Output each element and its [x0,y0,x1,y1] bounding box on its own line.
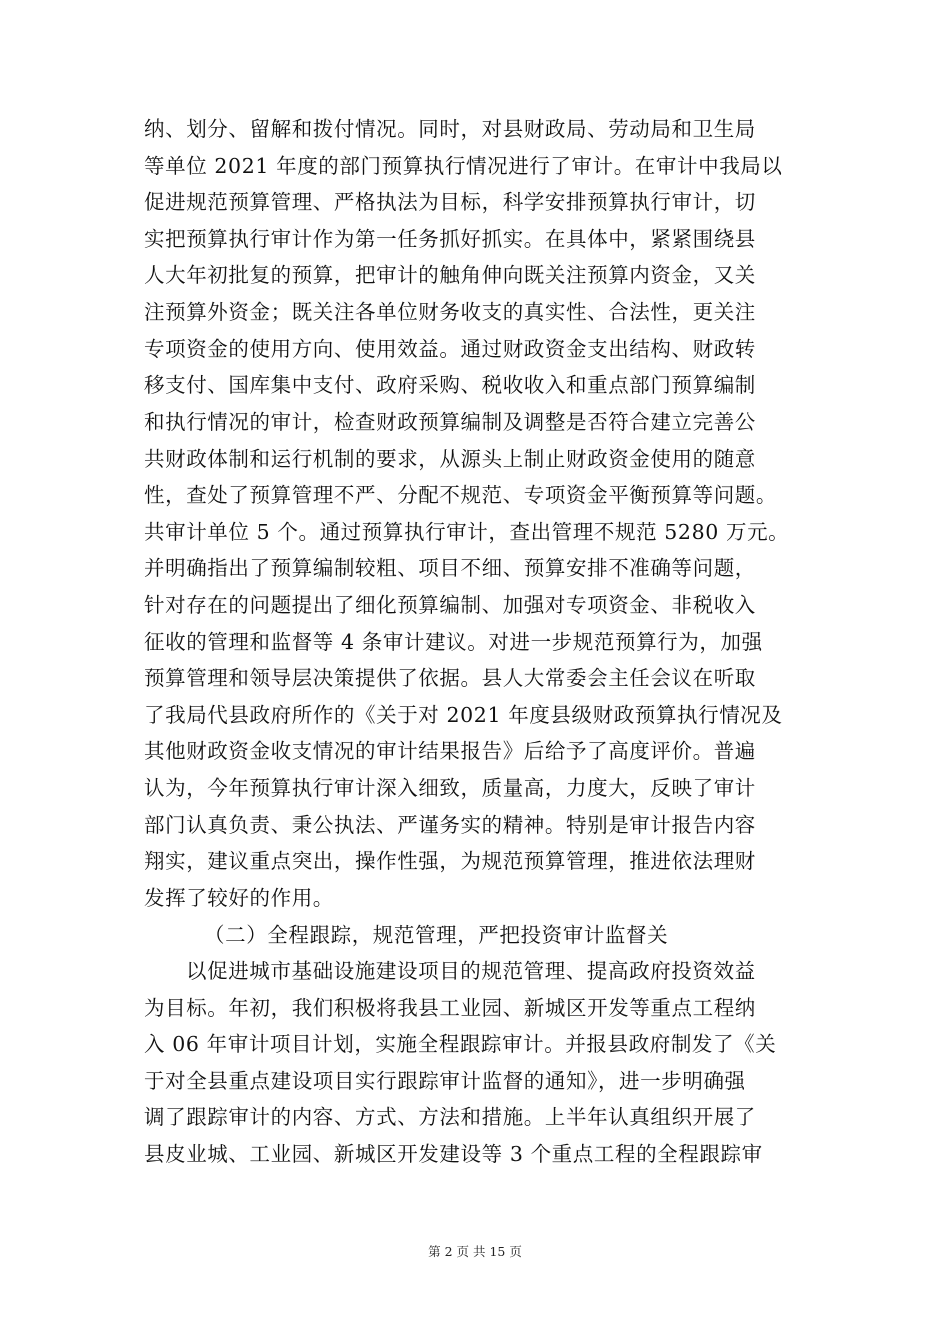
body-line-2: 等单位 2021 年度的部门预算执行情况进行了审计。在审计中我局以 [144,154,783,178]
body-line-29: 县皮业城、工业园、新城区开发建设等 3 个重点工程的全程跟踪审 [144,1142,763,1166]
body-line-25: 为目标。年初，我们积极将我县工业园、新城区开发等重点工程纳 [144,996,756,1020]
body-line-3: 促进规范预算管理、严格执法为目标，科学安排预算执行审计，切 [144,190,756,214]
body-line-12: 共审计单位 5 个。通过预算执行审计，查出管理不规范 5280 万元。 [144,520,790,544]
body-line-9: 和执行情况的审计，检查财政预算编制及调整是否符合建立完善公 [144,410,756,434]
body-line-1: 纳、划分、留解和拨付情况。同时，对县财政局、劳动局和卫生局 [144,117,756,141]
body-line-6: 注预算外资金；既关注各单位财务收支的真实性、合法性，更关注 [144,300,756,324]
body-line-15: 征收的管理和监督等 4 条审计建议。对进一步规范预算行为，加强 [144,630,763,654]
body-line-5: 人大年初批复的预算，把审计的触角伸向既关注预算内资金，又关 [144,263,756,287]
body-line-16: 预算管理和领导层决策提供了依据。县人大常委会主任会议在听取 [144,666,756,690]
body-line-14: 针对存在的问题提出了细化预算编制、加强对专项资金、非税收入 [144,593,756,617]
body-line-28: 调了跟踪审计的内容、方式、方法和措施。上半年认真组织开展了 [144,1105,756,1129]
page-footer [0,1244,950,1260]
body-line-22: 发挥了较好的作用。 [144,886,334,910]
body-line-21: 翔实，建议重点突出，操作性强，为规范预算管理，推进依法理财 [144,849,756,873]
page-number-label: 第 2 页 共 15 页 [428,1244,522,1259]
body-line-27: 于对全县重点建设项目实行跟踪审计监督的通知》，进一步明确强 [144,1069,746,1093]
body-line-17: 了我局代县政府所作的《关于对 2021 年度县级财政预算执行情况及 [144,703,783,727]
body-line-10: 共财政体制和运行机制的要求，从源头上制止财政资金使用的随意 [144,447,756,471]
body-line-19: 认为，今年预算执行审计深入细致，质量高，力度大，反映了审计 [144,776,756,800]
body-line-26: 入 06 年审计项目计划，实施全程跟踪审计。并报县政府制发了《关 [144,1032,777,1056]
body-line-18: 其他财政资金收支情况的审计结果报告》后给予了高度评价。普遍 [144,739,756,763]
body-line-13: 并明确指出了预算编制较粗、项目不细、预算安排不准确等问题， [144,556,756,580]
body-line-20: 部门认真负责、秉公执法、严谨务实的精神。特别是审计报告内容 [144,813,756,837]
section-heading: （二）全程跟踪，规范管理，严把投资审计监督关 [204,923,669,947]
body-line-11: 性，查处了预算管理不严、分配不规范、专项资金平衡预算等问题。 [144,483,777,507]
body-line-24: 以促进城市基础设施建设项目的规范管理、提高政府投资效益 [186,959,756,983]
body-line-8: 移支付、国库集中支付、政府采购、税收收入和重点部门预算编制 [144,373,756,397]
body-line-7: 专项资金的使用方向、使用效益。通过财政资金支出结构、财政转 [144,337,756,361]
body-line-4: 实把预算执行审计作为第一任务抓好抓实。在具体中，紧紧围绕县 [144,227,756,251]
